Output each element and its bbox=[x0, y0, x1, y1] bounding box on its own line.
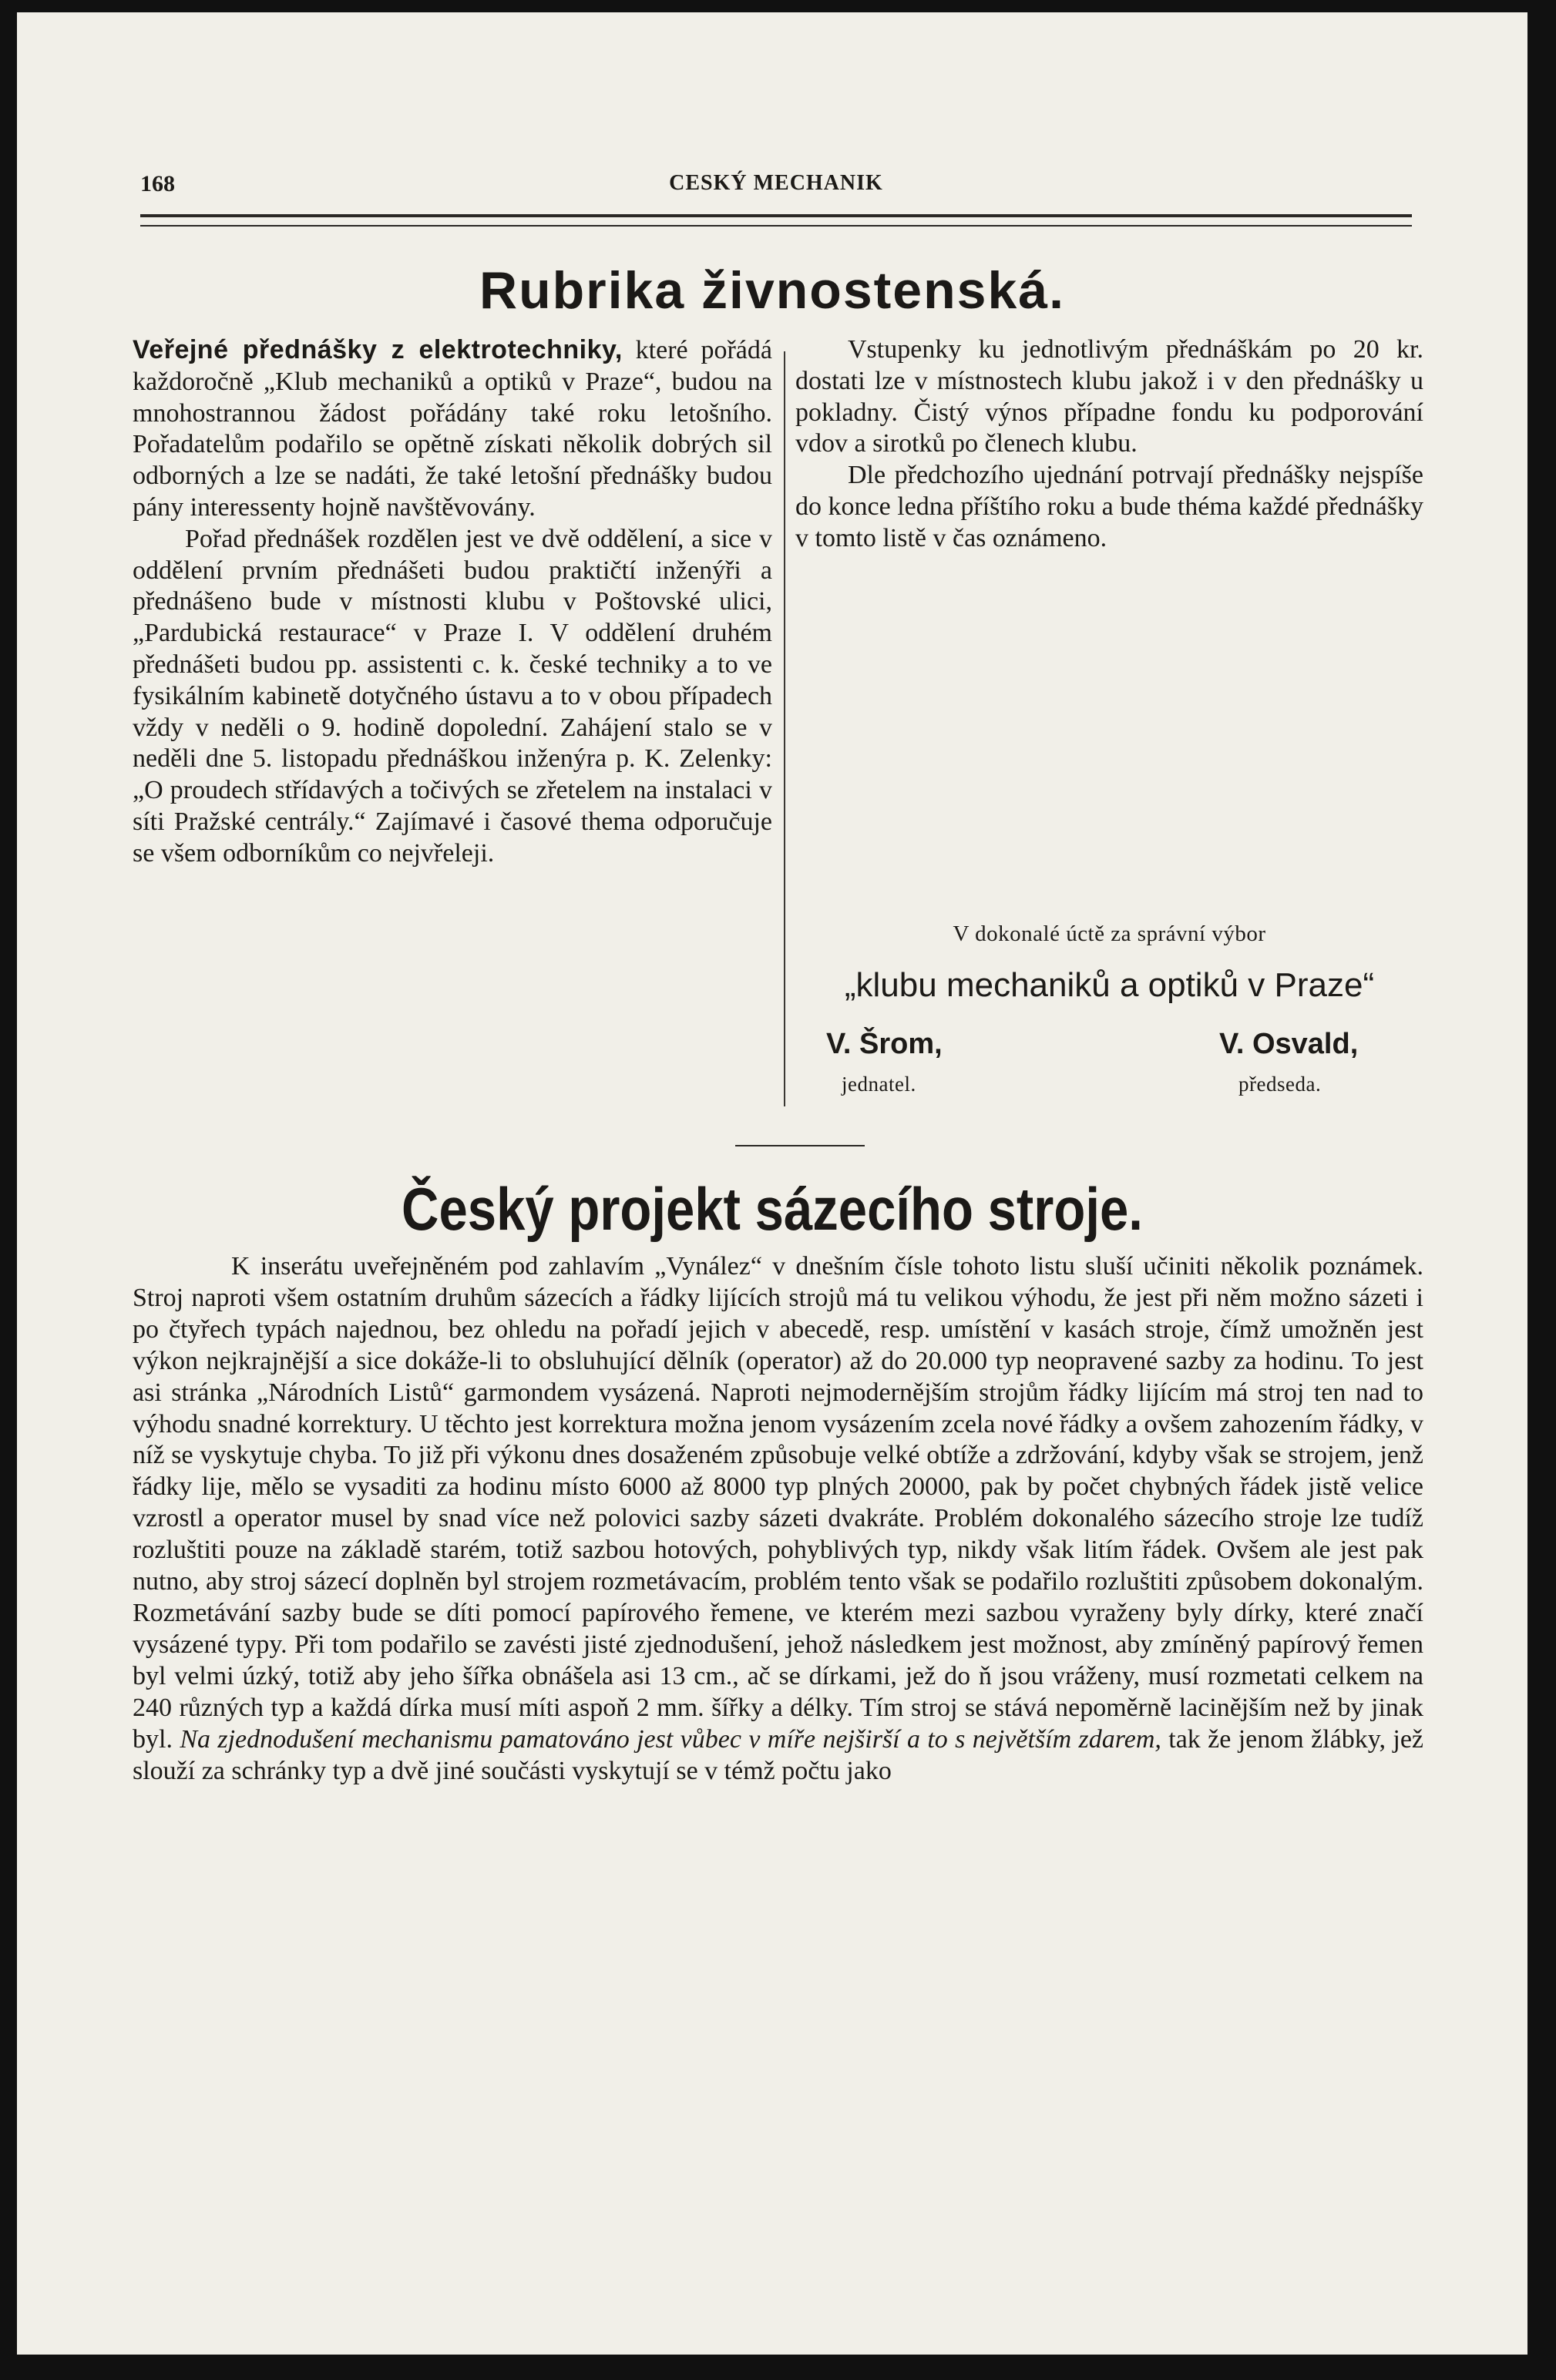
signer-2-role: předseda. bbox=[1238, 1073, 1322, 1096]
article-italic-text: Na zjednodušení mechanismu pamatováno jest vůbec v míře nejširší a to s největším zdarem, bbox=[180, 1724, 1161, 1754]
article-text-end: tak že jenom žlábky, jež slouží za schránky typ a dvě jiné součásti vyskytují se v témž počtu jako bbox=[133, 1724, 1424, 1785]
section-title-trade: Rubrika živnostenská. bbox=[479, 261, 1066, 320]
club-name: „klubu mechaniků a optiků v Praze“ bbox=[844, 966, 1375, 1004]
header-rule bbox=[140, 214, 1412, 227]
section-separator bbox=[735, 1145, 865, 1146]
article-text: K inserátu uveřejněném pod zahlavím „Vynález“ v dnešním čísle tohoto listu sluší učiniti několik poznámek. Stroj naproti všem ostatním druhům sázecích a řádky lijících strojů má tu velikou výhodu, že jest při něm možno sázeti i po čtyřech typách najednou, bez ohledu na pořadí jejich v abecedě, resp. umístění v kasách stroje, čímž umožněn jest výkon nejkrajnější a sice dokáže-li to obsluhující dělník (operator) až do 20.000 typ neopravené sazby za hodinu. To jest asi stránka „Národních Listů“ garmondem vysázená. Naproti nejmodernějším strojům řádky lijícím má stroj ten nad to výhodu snadné korrektury. U těchto jest korrektura možna jenom vysázením zcela nové řádky a ovšem zahozením řádky, v níž se vyskytuje chyba. To již při výkonu dnes dosaženém způsobuje velké obtíže a zdržování, kdyby však se strojem, jenž řádky lije, mělo se vysaditi za hodinu místo 6000 až 8000 typ plných 20000, pak by počet chybných řádek jistě velice vzrostl a operator musel by snad více než polovici sazby sázeti dvakráte. Problém dokonalého sázecího stroje lze tudíž rozluštiti pouze na základě starém, totiž sazbou hotových, pohyblivých typ, nikdy však litím řádek. Ovšem ale jest pak nutno, aby stroj sázecí doplněn byl strojem rozmetávacím, problém tento však se podařilo rozluštiti způsobem dokonalým. Rozmetávání sazby bude se díti pomocí papírového řemene, ve kterém mezi sazbou vyraženy byly dírky, které značí vysázené typy. Při tom podařilo se zavésti jisté zjednodušení, jehož následkem jest možnost, aby zmíněný papírový řemen byl velmi úzký, totiž aby jeho šířka obnášela asi 13 cm., ač se dírkami, jež do ň jsou vráženy, musí rozmetati celkem na 240 různých typ a každá dírka musí míti aspoň 2 mm. šířky a délky. Tím stroj se stává nepoměrně lacinějším než by jinak byl. bbox=[133, 1252, 1423, 1754]
article-paragraph bbox=[133, 1251, 1423, 1787]
signer-1-role: jednatel. bbox=[842, 1073, 916, 1096]
signer-1-name: V. Šrom, bbox=[826, 1028, 943, 1060]
paragraph-1 bbox=[133, 334, 772, 524]
running-title: CESKÝ MECHANIK bbox=[669, 171, 883, 195]
paragraph-text: které pořádá každoročně „Klub mechaniků a optiků v Praze“, budou na mnohostrannou žádost pořádány také roku letošního. Pořadatelům podařilo se opětně získati několik dobrých sil odborných a lze se nadáti, že také letošní přednášky budou pány interessenty hojně navštěvovány. bbox=[133, 336, 772, 522]
scanned-page bbox=[17, 12, 1527, 2355]
right-column bbox=[795, 334, 1423, 555]
left-column bbox=[133, 334, 772, 870]
paragraph-3: Vstupenky ku jednotlivým přednáškám po 20 kr. dostati lze v místnostech klubu jakož i v den přednášky u pokladny. Čistý výnos případne fondu ku podporování vdov a sirotků po členech klubu. bbox=[795, 335, 1423, 458]
page-header bbox=[140, 171, 1412, 202]
section-title-typesetting: Český projekt sázecího stroje. bbox=[402, 1175, 1143, 1243]
column-divider bbox=[784, 351, 785, 1106]
signature-intro: V dokonalé úctě za správní výbor bbox=[953, 921, 1266, 946]
signer-2-name: V. Osvald, bbox=[1219, 1028, 1359, 1060]
paragraph-4: Dle předchozího ujednání potrvají přednášky nejspíše do konce ledna příštího roku a bude théma každé přednášky v tomto listě v čas oznámeno. bbox=[795, 461, 1423, 552]
page-number: 168 bbox=[140, 171, 175, 196]
article-body bbox=[133, 1251, 1423, 1787]
paragraph-2: Pořad přednášek rozdělen jest ve dvě oddělení, a sice v oddělení prvním přednášeti budou praktičtí inženýři a přednášeno bude v místnosti klubu v Poštovské ulici, „Pardubická restaurace“ v Praze I. V oddělení druhém přednášeti budou pp. assistenti c. k. české techniky a to ve fysikálním kabinetě dotyčného ústavu a to v obou případech vždy v neděli o 9. hodině dopolední. Zahájení stalo se v neděli dne 5. listopadu přednáškou inženýra p. K. Zelenky: „O proudech střídavých a točivých se zřetelem na instalaci v síti Pražské centrály.“ Zajímavé i časové thema odporučuje se všem odborníkům co nejvřeleji. bbox=[133, 524, 772, 868]
paragraph-lead: Veřejné přednášky z elektrotechniky, bbox=[133, 335, 623, 364]
